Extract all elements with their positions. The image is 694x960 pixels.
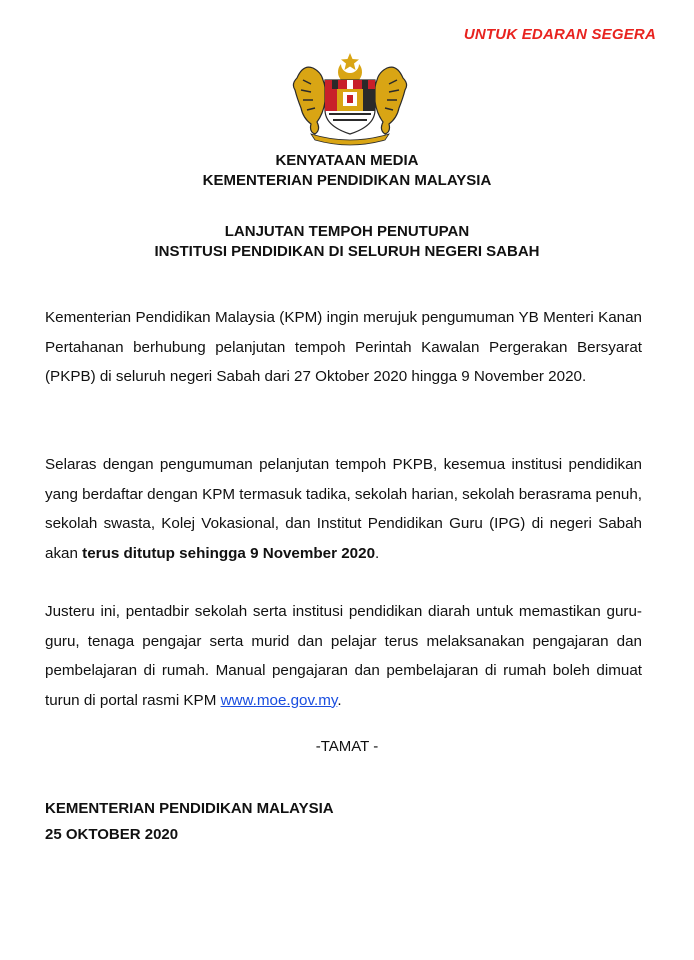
- title-line-2: KEMENTERIAN PENDIDIKAN MALAYSIA: [202, 172, 492, 189]
- paragraph-3: [45, 597, 642, 715]
- paragraph-2-text: Selaras dengan pengumuman pelanjutan tempoh PKPB, kesemua institusi pendidikan yang berdaftar dengan KPM termasuk tadika, sekolah harian, sekolah berasrama penuh, sekolah swasta, Kolej Vokasional, dan Institut Pendidikan Guru (IPG) di negeri Sabah akan: [45, 456, 642, 562]
- paragraph-2-end: .: [375, 544, 380, 562]
- moe-website-link[interactable]: www.moe.gov.my: [220, 691, 338, 709]
- paragraph-3-text: Justeru ini, pentadbir sekolah serta institusi pendidikan diarah untuk memastikan guru-guru, tenaga pengajar serta murid dan pelajar terus melaksanakan pengajaran dan pembelajaran di rumah. Manual pengajaran dan pembelajaran di rumah boleh dimuat turun di portal rasmi KPM: [45, 603, 642, 709]
- star-icon: [341, 53, 359, 70]
- subtitle-line-2: INSTITUSI PENDIDIKAN DI SELURUH NEGERI SABAH: [154, 243, 540, 260]
- paragraph-1: Kementerian Pendidikan Malaysia (KPM) ingin merujuk pengumuman YB Menteri Kanan Pertahanan berhubung pelanjutan tempoh Perintah Kawalan Pergerakan Bersyarat (PKPB) di seluruh negeri Sabah dari 27 Oktober 2020 hingga 9 November 2020.: [45, 309, 642, 385]
- end-mark: -TAMAT -: [315, 738, 379, 755]
- paragraph-2-emphasis: terus ditutup sehingga 9 November 2020: [82, 544, 376, 562]
- signature-date: 25 OKTOBER 2020: [45, 826, 179, 843]
- press-statement-subtitle: [0, 222, 694, 262]
- subtitle-line-1: LANJUTAN TEMPOH PENUTUPAN: [224, 223, 470, 240]
- signature-organization: KEMENTERIAN PENDIDIKAN MALAYSIA: [45, 800, 334, 817]
- paragraph-2: [45, 450, 642, 568]
- press-statement-title: [0, 151, 694, 191]
- title-line-1: KENYATAAN MEDIA: [275, 152, 419, 169]
- malaysia-coat-of-arms-icon: [283, 50, 417, 146]
- urgent-label: UNTUK EDARAN SEGERA: [463, 26, 656, 43]
- motto-ribbon: [311, 134, 389, 145]
- paragraph-3-end: .: [337, 691, 342, 709]
